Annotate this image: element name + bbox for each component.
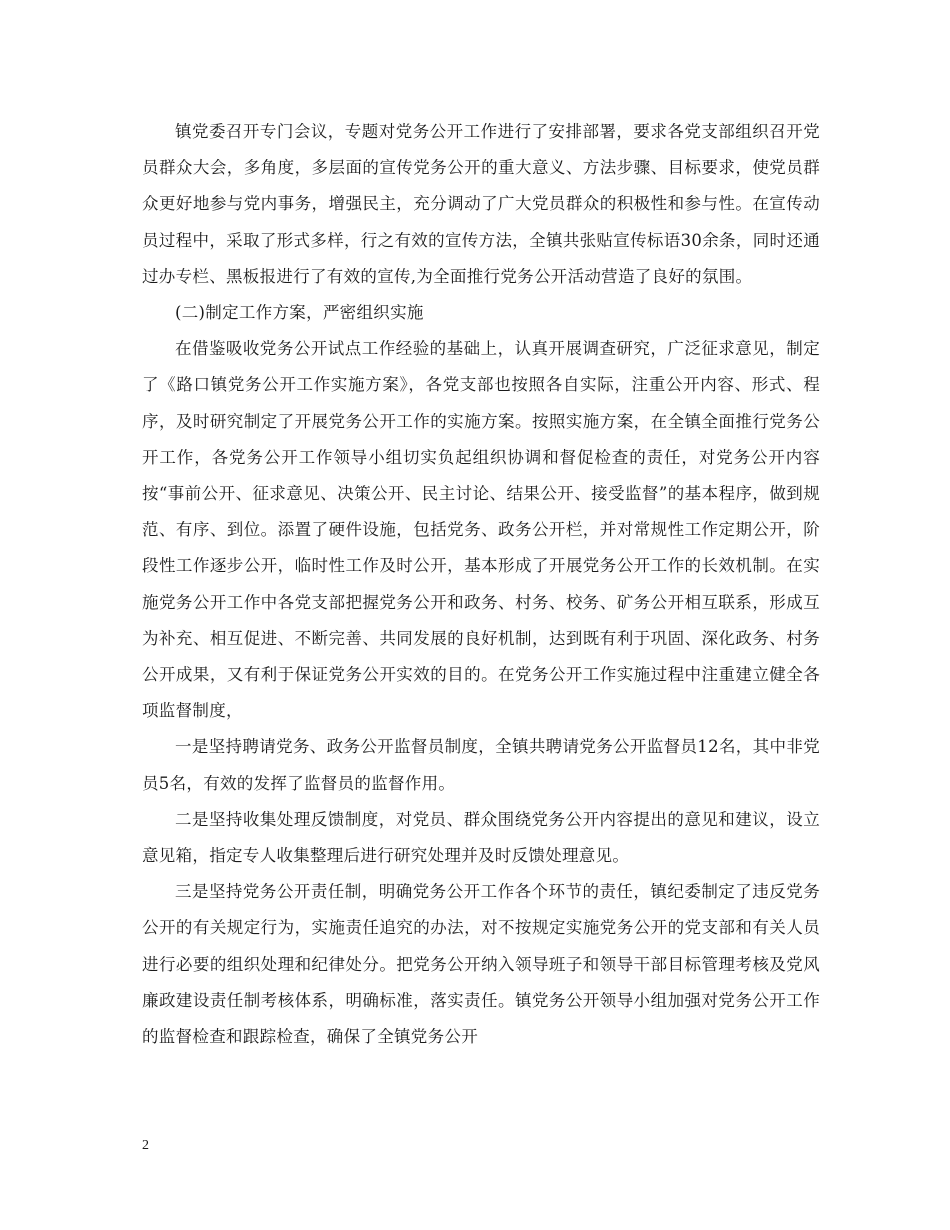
document-body (142, 114, 820, 1055)
paragraph-responsibility-system: 三是坚持党务公开责任制，明确党务公开工作各个环节的责任，镇纪委制定了违反党务公开的有关规定行为，实施责任追究的办法，对不按规定实施党务公开的党支部和有关人员进行必要的组织处理和纪律处分。把党务公开纳入领导班子和领导干部目标管理考核及党风廉政建设责任制考核体系，明确标准，落实责任。镇党务公开领导小组加强对党务公开工作的监督检查和跟踪检查，确保了全镇党务公开 (142, 882, 820, 1047)
page-number: 2 (142, 1138, 149, 1153)
paragraph-implementation: 在借鉴吸收党务公开试点工作经验的基础上，认真开展调查研究，广泛征求意见，制定了《路口镇党务公开工作实施方案》，各党支部也按照各自实际，注重公开内容、形式、程序，及时研究制定了开展党务公开工作的实施方案。按照实施方案，在全镇全面推行党务公开工作，各党务公开工作领导小组切实负起组织协调和督促检查的责任，对党务公开内容按“事前公开、征求意见、决策公开、民主讨论、结果公开、接受监督”的基本程序，做到规范、有序、到位。添置了硬件设施，包括党务、政务公开栏，并对常规性工作定期公开，阶段性工作逐步公开，临时性工作及时公开，基本形成了开展党务公开工作的长效机制。在实施党务公开工作中各党支部把握党务公开和政务、村务、校务、矿务公开相互联系，形成互为补充、相互促进、不断完善、共同发展的良好机制，达到既有利于巩固、深化政务、村务公开成果，又有利于保证党务公开实效的目的。在党务公开工作实施过程中注重建立健全各项监督制度， (142, 339, 820, 721)
section-heading-work-plan: (二)制定工作方案，严密组织实施 (175, 303, 424, 323)
paragraph-publicity: 镇党委召开专门会议，专题对党务公开工作进行了安排部署，要求各党支部组织召开党员群众大会，多角度，多层面的宣传党务公开的重大意义、方法步骤、目标要求，使党员群众更好地参与党内事务，增强民主，充分调动了广大党员群众的积极性和参与性。在宣传动员过程中，采取了形式多样，行之有效的宣传方法，全镇共张贴宣传标语30余条，同时还通过办专栏、黑板报进行了有效的宣传,为全面推行党务公开活动营造了良好的氛围。 (142, 122, 820, 286)
paragraph-supervisor-system: 一是坚持聘请党务、政务公开监督员制度，全镇共聘请党务公开监督员12名，其中非党员5名，有效的发挥了监督员的监督作用。 (142, 737, 820, 793)
paragraph-feedback-system: 二是坚持收集处理反馈制度，对党员、群众围绕党务公开内容提出的意见和建议，设立意见箱，指定专人收集整理后进行研究处理并及时反馈处理意见。 (142, 809, 820, 866)
